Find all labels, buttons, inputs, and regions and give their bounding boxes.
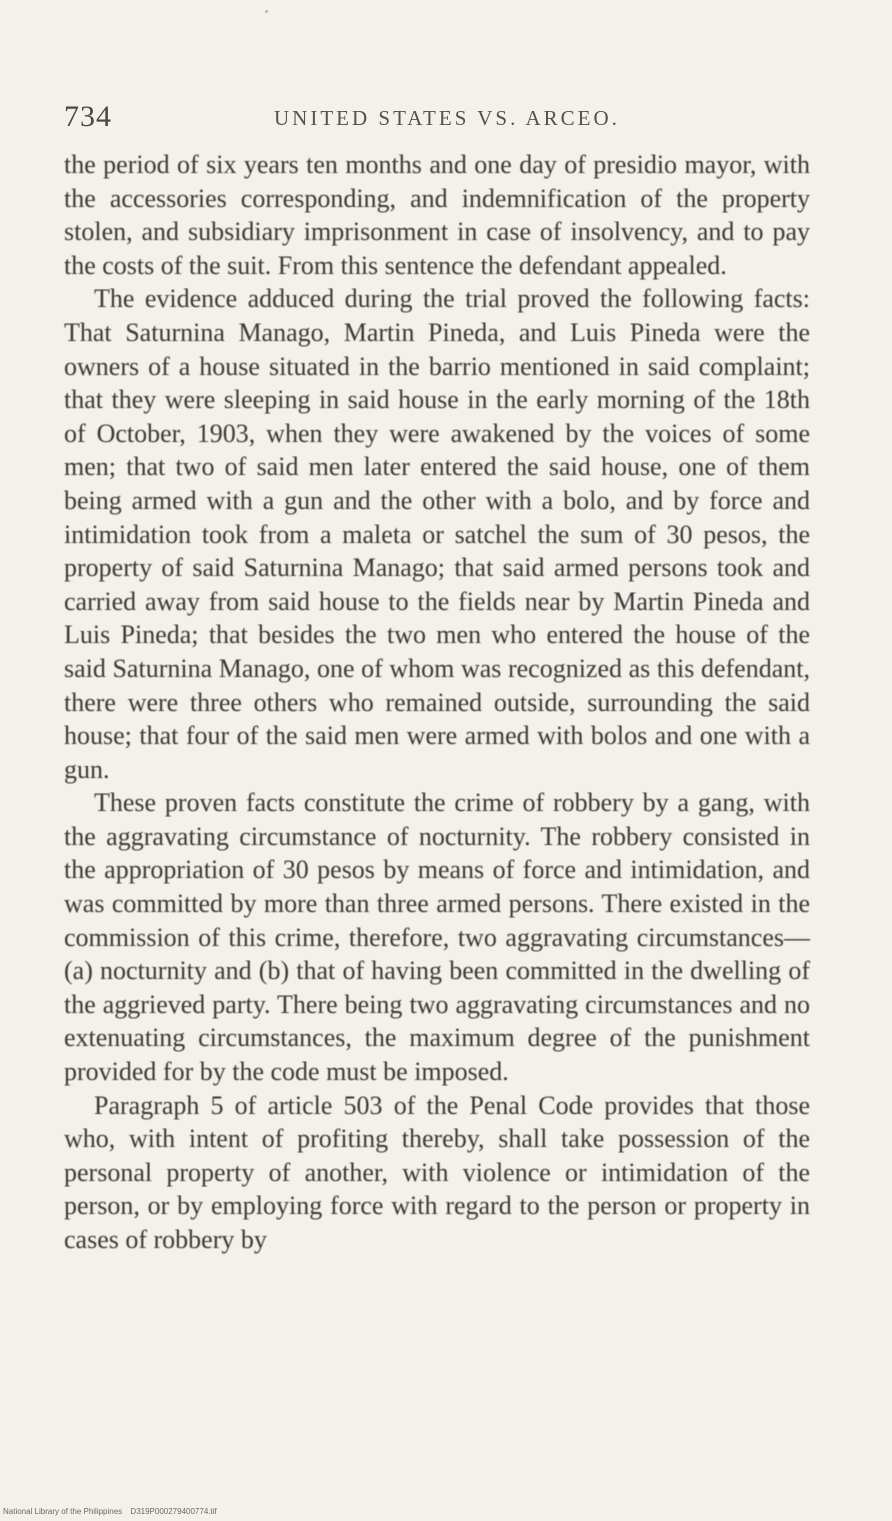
paragraph-4: Paragraph 5 of article 503 of the Penal Code provides that those who, with intent of profiting thereby, shall take possession of the personal property of another, with violence or intimidation of the person, or by employing force with regard to the person or property in cases of robbery by bbox=[64, 1090, 810, 1254]
footer-source: National Library of the Philippines bbox=[3, 1507, 123, 1516]
page-header bbox=[64, 100, 810, 140]
body-text bbox=[64, 148, 810, 1257]
paragraph-3: These proven facts constitute the crime of robbery by a gang, with the aggravating circumstance of nocturnity. The robbery consisted in the appropriation of 30 pesos by means of force and intimidation, and was committed by more than three armed persons. There existed in the commission of this crime, therefore, two aggravating circumstances—(a) nocturnity and (b) that of having been committed in the dwelling of the aggrieved party. There being two aggravating circumstances and no extenuating circumstances, the maximum degree of the punishment provided for by the code must be imposed. bbox=[64, 788, 810, 1087]
scan-footer bbox=[3, 1507, 223, 1516]
paragraph-1: the period of six years ten months and one day of presidio mayor, with the accessories corresponding, and indemnification of the property stolen, and subsidiary imprisonment in case of insolvency, and to pay the costs of the suit. From this sentence the defendant appealed. bbox=[64, 150, 810, 280]
paragraph-2: The evidence adduced during the trial proved the following facts: That Saturnina Manago, Martin Pineda, and Luis Pineda were the owners of a house situated in the barrio mentioned in said complaint; that they were sleeping in said house in the early morning of the 18th of October, 1903, when they were awakened by the voices of some men; that two of said men later entered the said house, one of them being armed with a gun and the other with a bolo, and by force and intimidation took from a maleta or satchel the sum of 30 pesos, the property of said Saturnina Manago; that said armed persons took and carried away from said house to the fields near by Martin Pineda and Luis Pineda; that besides the two men who entered the house of the said Saturnina Manago, one of whom was recognized as this defendant, there were three others who remained outside, surrounding the said house; that four of the said men were armed with bolos and one with a gun. bbox=[64, 284, 810, 784]
footer-identifier: D319P000279400774.tif bbox=[130, 1507, 217, 1516]
speck bbox=[265, 10, 268, 13]
page-number: 734 bbox=[64, 100, 112, 133]
running-head: UNITED STATES VS. ARCEO. bbox=[274, 106, 620, 130]
